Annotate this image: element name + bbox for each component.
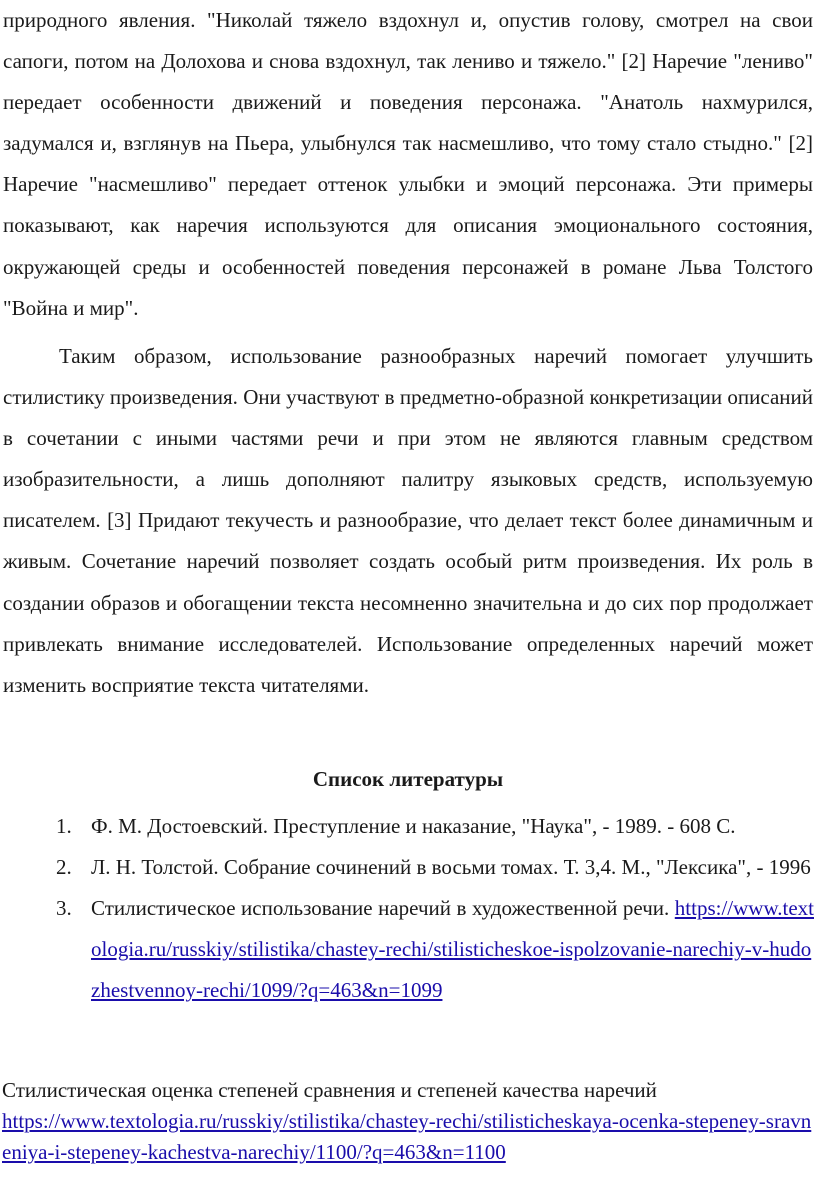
body-paragraph-2: Таким образом, использование разнообразных наречий помогает улучшить стилистику произведения. Они участвуют в предметно-образной конкретизации описаний в сочетании с иными частями речи и при этом не являются главным средством изобразительности, а лишь дополняют палитру языковых средств, используемую писателем. [3] Придают текучесть и разнообразие, что делает текст более динамичным и живым. Сочетание наречий позволяет создать особый ритм произведения. Их роль в создании образов и обогащении текста несомненно значительна и до сих пор продолжает привлекать внимание исследователей. Использование определенных наречий может изменить восприятие текста читателями. (3, 344, 813, 697)
body-paragraph-1: природного явления. "Николай тяжело вздохнул и, опустив голову, смотрел на свои сапоги, потом на Долохова и снова вздохнул, так лениво и тяжело." [2] Наречие "лениво" передает особенности движений и поведения персонажа. "Анатоль нахмурился, задумался и, взглянув на Пьера, улыбнулся так насмешливо, что тому стало стыдно." [2] Наречие "насмешливо" передает оттенок улыбки и эмоций персонажа. Эти примеры показывают, как наречия используются для описания эмоционального состояния, окружающей среды и особенностей поведения персонажей в романе Льва Толстого "Война и мир". (3, 8, 813, 320)
additional-source-link[interactable]: https://www.textologia.ru/russkiy/stilistika/chastey-rechi/stilisticheskaya-ocenka-stepeney-sravneniya-i-stepeney-kachestva-narechiy/1100/?q=463&n=1100 (2, 1109, 812, 1164)
additional-source-title: Стилистическая оценка степеней сравнения и степеней качества наречий (2, 1078, 657, 1102)
reference-number: 2. (56, 855, 72, 880)
reference-link[interactable]: https://www.textologia.ru/russkiy/stilistika/chastey-rechi/stilisticheskoe-ispolzovanie-narechiy-v-hudozhestvennoy-rechi/1099/?q=463&n=1099 (91, 896, 814, 1003)
reference-text: Стилистическое использование наречий в художественной речи. (91, 896, 670, 921)
references-list (0, 806, 816, 1011)
references-heading: Список литературы (312, 767, 504, 791)
reference-item-1 (0, 806, 816, 847)
reference-number: 1. (56, 814, 72, 838)
reference-text: Л. Н. Толстой. Собрание сочинений в восьми томах. Т. 3,4. М., "Лексика", - 1996 (91, 855, 811, 880)
reference-item-2 (0, 847, 816, 888)
reference-item-3 (0, 888, 816, 1011)
reference-number: 3. (56, 896, 72, 921)
reference-text: Ф. М. Достоевский. Преступление и наказание, "Наука", - 1989. - 608 С. (91, 814, 736, 838)
additional-source (2, 1075, 814, 1168)
